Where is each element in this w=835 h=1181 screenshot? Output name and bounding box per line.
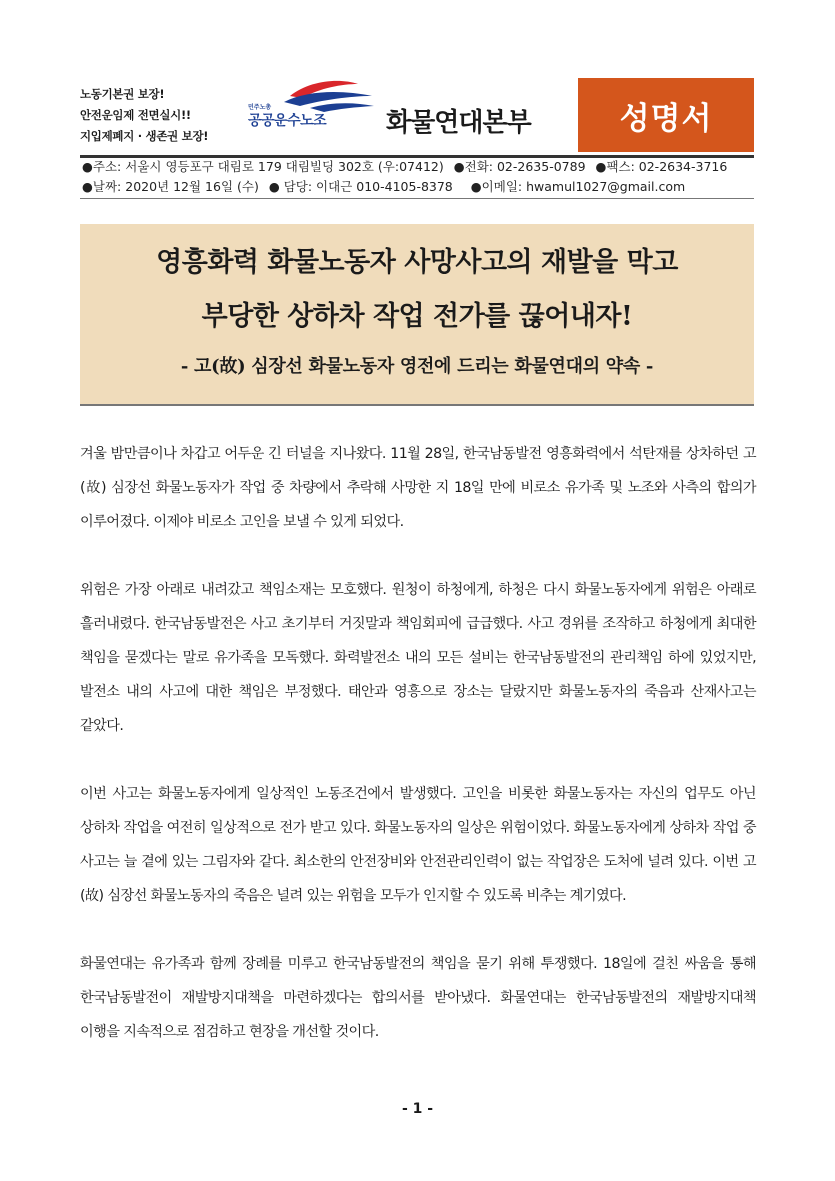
logo-subtitle: 민주노총 xyxy=(248,104,272,111)
subtitle: - 고(故) 심장선 화물노동자 영전에 드리는 화물연대의 약속 - xyxy=(180,356,654,377)
contact-divider xyxy=(80,198,754,199)
paragraph-4: 화물연대는 유가족과 함께 장례를 미루고 한국남동발전의 책임을 묻기 위해 투쟁했다. 18일에 걸친 싸움을 통해 한국남동발전이 재발방지대책을 마련하겠다는 합의서를 받아냈다. 화물연대는 한국남동발전의 재발방지대책 이행을 지속적으로 점검하고 현장을 개선할 것이다. xyxy=(80,956,756,1040)
contact-fax: ●팩스: 02-2634-3716 xyxy=(595,159,728,174)
title-line-1: 영흥화력 화물노동자 사망사고의 재발을 막고 xyxy=(156,247,678,278)
contact-date: ●날짜: 2020년 12월 16일 (수) xyxy=(82,179,259,194)
contact-phone: ●전화: 02-2635-0789 xyxy=(453,159,586,174)
paragraph-2: 위험은 가장 아래로 내려갔고 책임소재는 모호했다. 원청이 하청에게, 하청은 다시 화물노동자에게 위험은 아래로 흘러내렸다. 한국남동발전은 사고 초기부터 거짓말과 책임회피에 급급했다. 사고 경위를 조작하고 하청에게 최대한 책임을 묻겠다는 말로 유가족을 모독했다. 화력발전소 내의 모든 설비는 한국남동발전의 관리책임 하에 있었지만, 발전소 내의 사고에 대한 책임은 부정했다. 태안과 영흥으로 장소는 달랐지만 화물노동자의 죽음과 산재사고는 같았다. xyxy=(80,582,756,734)
letterhead xyxy=(80,78,754,154)
contact-line-1 xyxy=(82,158,754,176)
document-type-badge xyxy=(578,78,754,152)
page-number: - 1 - xyxy=(401,1101,434,1117)
contact-email[interactable]: ●이메일: hwamul1027@gmail.com xyxy=(470,179,686,194)
contact-line-2 xyxy=(82,178,754,196)
title-banner xyxy=(80,224,754,406)
logo-name: 공공운수노조 xyxy=(248,113,327,129)
organization-name: 화물연대본부 xyxy=(386,108,531,138)
document-type-label: 성명서 xyxy=(619,100,713,137)
contact-address: ●주소: 서울시 영등포구 대림로 179 대림빌딩 302호 (우:07412) xyxy=(82,159,444,174)
slogan-2: 안전운임제 전면실시!! xyxy=(80,108,191,122)
slogan-3: 지입제폐지 · 생존권 보장! xyxy=(80,129,209,143)
slogan-1: 노동기본권 보장! xyxy=(80,87,165,101)
contact-manager: ● 담당: 이대근 010-4105-8378 xyxy=(268,179,453,194)
paragraph-3: 이번 사고는 화물노동자에게 일상적인 노동조건에서 발생했다. 고인을 비롯한 화물노동자는 자신의 업무도 아닌 상하차 작업을 여전히 일상적으로 전가 받고 있다. 화물노동자의 일상은 위험이었다. 화물노동자에게 상하차 작업 중 사고는 늘 곁에 있는 그림자와 같다. 최소한의 안전장비와 안전관리인력이 없는 작업장은 도처에 널려 있다. 이번 고(故) 심장선 화물노동자의 죽음은 널려 있는 위험을 모두가 인지할 수 있도록 비추는 계기였다. xyxy=(80,786,756,904)
statement-body xyxy=(80,437,756,1083)
slogan-list xyxy=(80,84,240,147)
title-line-2: 부당한 상하차 작업 전가를 끊어내자! xyxy=(201,301,633,332)
paragraph-1: 겨울 밤만큼이나 차갑고 어두운 긴 터널을 지나왔다. 11월 28일, 한국남동발전 영흥화력에서 석탄재를 상차하던 고(故) 심장선 화물노동자가 작업 중 차량에서 추락해 사망한 지 18일 만에 비로소 유가족 및 노조와 사측의 합의가 이루어졌다. 이제야 비로소 고인을 보낼 수 있게 되었다. xyxy=(80,446,756,530)
